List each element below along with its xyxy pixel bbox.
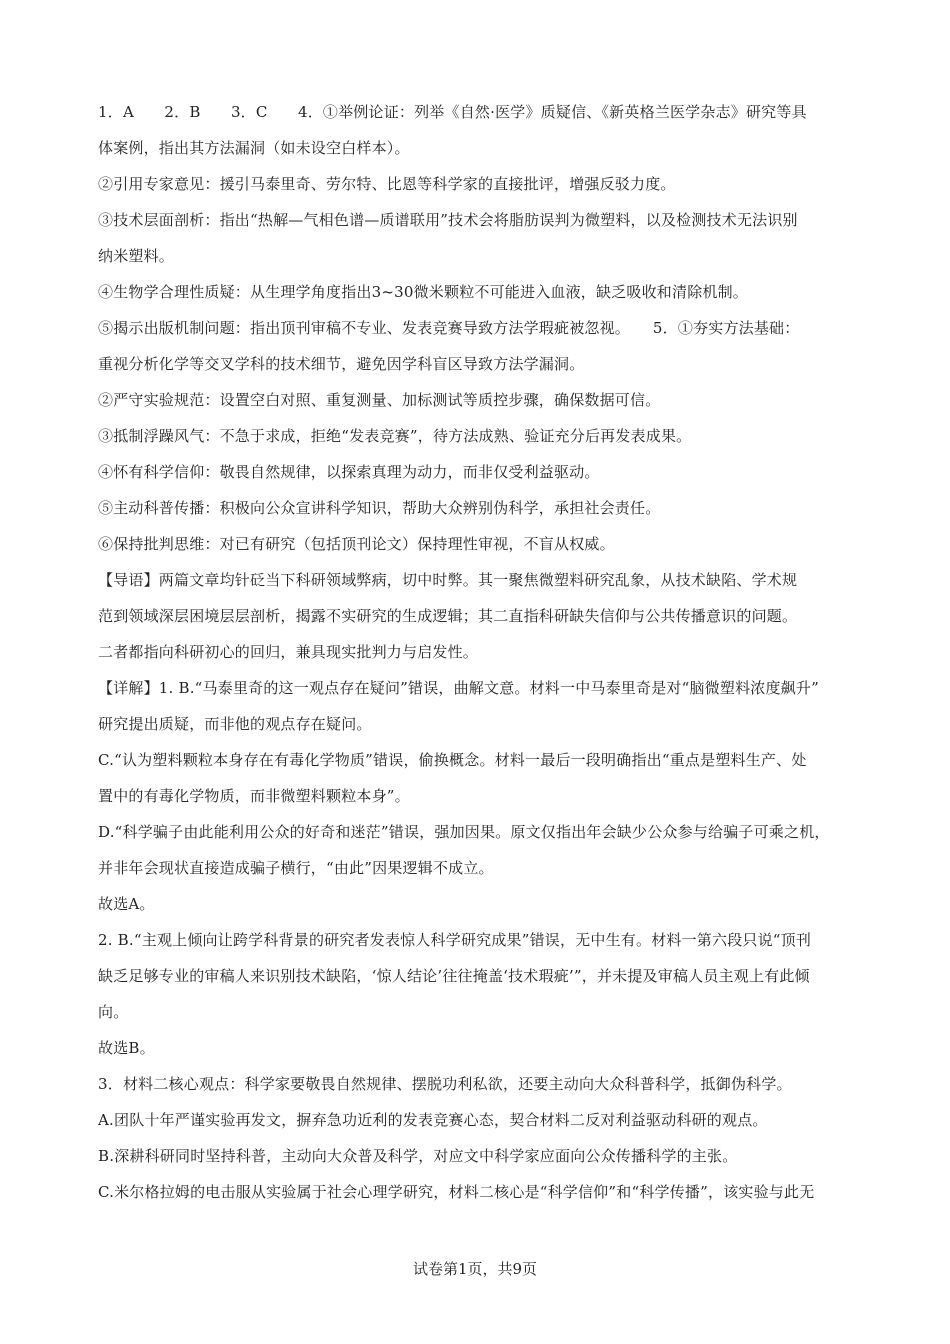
text-line: 3．材料二核心观点：科学家要敬畏自然规律、摆脱功利私欲，还要主动向大众科普科学，抵御伪科学。 [98,1075,792,1093]
text-line: ②引用专家意见：援引马泰里奇、劳尔特、比恩等科学家的直接批评，增强反驳力度。 [98,175,676,193]
text-line: ⑤揭示出版机制问题：指出顶刊审稿不专业、发表竞赛导致方法学瑕疵被忽视。 5．①夯实方法基础： [98,319,800,337]
text-line: ⑤主动科普传播：积极向公众宣讲科学知识，帮助大众辨别伪科学，承担社会责任。 [98,499,661,517]
text-line: 置中的有毒化学物质，而非微塑料颗粒本身”。 [98,787,410,805]
text-line: 研究提出质疑，而非他的观点存在疑问。 [98,715,372,733]
text-line: ⑥保持批判思维：对已有研究（包括顶刊论文）保持理性审视，不盲从权威。 [98,535,615,553]
text-line: 缺乏足够专业的审稿人来识别技术缺陷，‘惊人结论’往往掩盖‘技术瑕疵’”，并未提及审稿人员主观上有此倾 [98,967,810,985]
text-line: 故选A。 [98,895,155,913]
text-line: ③技术层面剖析：指出“热解—气相色谱—质谱联用”技术会将脂肪误判为微塑料，以及检测技术无法识别 [98,211,798,229]
text-line: 2. B.“主观上倾向让跨学科背景的研究者发表惊人科学研究成果”错误，无中生有。材料一第六段只说“顶刊 [98,931,812,949]
text-line: 体案例，指出其方法漏洞（如未设空白样本）。 [98,139,410,157]
text-line: C.“认为塑料颗粒本身存在有毒化学物质”错误，偷换概念。材料一最后一段明确指出“重点是塑料生产、处 [98,751,807,769]
text-line: 并非年会现状直接造成骗子横行，“由此”因果逻辑不成立。 [98,859,494,877]
text-line: 1．A 2．B 3．C 4．①举例论证：列举《自然·医学》质疑信、《新英格兰医学杂志》研究等具 [98,103,807,121]
page-footer: 试卷第1页，共9页 [412,1260,538,1278]
text-line: ②严守实验规范：设置空白对照、重复测量、加标测试等质控步骤，确保数据可信。 [98,391,661,409]
answer-text-body [98,94,860,1210]
text-line: ③抵制浮躁风气：不急于求成，拒绝“发表竞赛”，待方法成熟、验证充分后再发表成果。 [98,427,692,445]
text-line: 重视分析化学等交叉学科的技术细节，避免因学科盲区导致方法学漏洞。 [98,355,585,373]
text-line: 二者都指向科研初心的回归，兼具现实批判力与启发性。 [98,643,479,661]
text-line: 【详解】1. B.“马泰里奇的这一观点存在疑问”错误，曲解文意。材料一中马泰里奇是对“脑微塑料浓度飙升” [98,679,819,697]
text-line: C.米尔格拉姆的电击服从实验属于社会心理学研究，材料二核心是“科学信仰”和“科学传播”，该实验与此无 [98,1183,815,1201]
text-line: ④怀有科学信仰：敬畏自然规律，以探索真理为动力，而非仅受利益驱动。 [98,463,600,481]
text-line: D.“科学骗子由此能利用公众的好奇和迷茫”错误，强加因果。原文仅指出年会缺少公众参与给骗子可乘之机， [98,823,830,841]
text-line: ④生物学合理性质疑：从生理学角度指出3~30微米颗粒不可能进入血液，缺乏吸收和清除机制。 [98,283,749,301]
text-line: A.团队十年严谨实验再发文，摒弃急功近利的发表竞赛心态，契合材料二反对利益驱动科研的观点。 [98,1111,768,1129]
text-line: 纳米塑料。 [98,247,175,265]
text-line: 向。 [98,1003,129,1021]
text-line: 故选B。 [98,1039,155,1057]
text-line: 【导语】两篇文章均针砭当下科研领域弊病，切中时弊。其一聚焦微塑料研究乱象，从技术缺陷、学术规 [98,571,798,589]
text-line: 范到领域深层困境层层剖析，揭露不实研究的生成逻辑；其二直指科研缺失信仰与公共传播意识的问题。 [98,607,798,625]
text-line: B.深耕科研同时坚持科普，主动向大众普及科学，对应文中科学家应面向公众传播科学的主张。 [98,1147,738,1165]
